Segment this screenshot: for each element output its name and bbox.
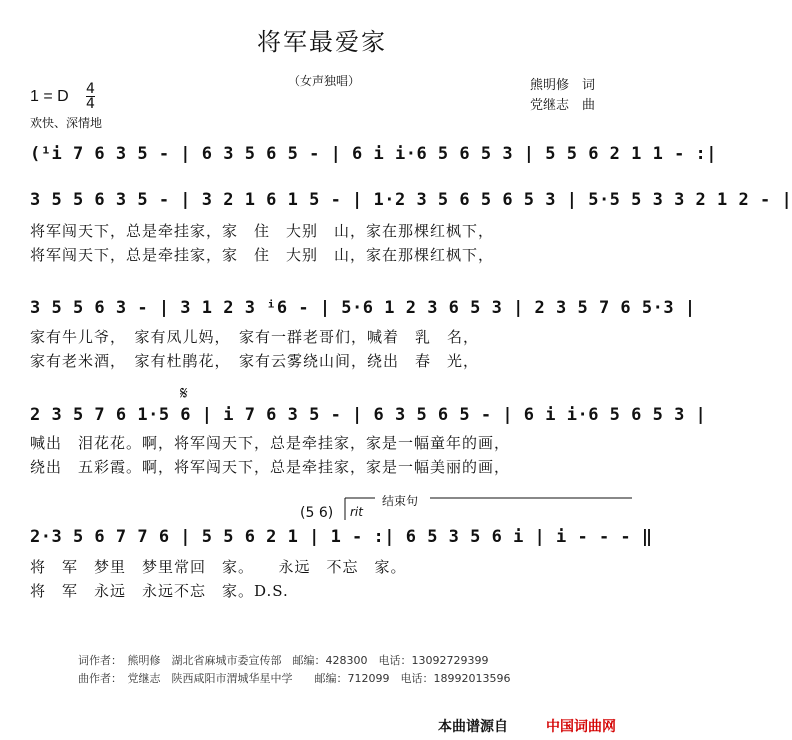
lyrics-line-4-verse-1: 喊出 泪花花。啊，将军闯天下，总是牵挂家，家是一幅童年的画， [30, 434, 511, 452]
composer-credit: 党继志 曲 [530, 98, 596, 113]
lyricist-contact: 词作者： 熊明修 湖北省麻城市委宣传部 邮编：428300 电话：13092729399 [78, 654, 489, 667]
repeat-notes: (5 6) [300, 505, 334, 521]
song-title: 将军最爱家 [257, 28, 387, 56]
melody-line-2: 3 5 5 6 3 5 - | 3 2 1 6 1 5 - | 1·2 3 5 6 5 6 5 3 | 5·5 5 3 3 2 1 2 - | [30, 190, 792, 210]
lyrics-line-3-verse-2: 家有老米酒， 家有杜鹃花， 家有云雾绕山间，绕出 春 光， [30, 352, 480, 370]
composer-contact: 曲作者： 党继志 陕西咸阳市渭城华星中学 邮编：712099 电话：18992013596 [78, 672, 511, 685]
segno-sign: 𝄋 [180, 383, 188, 404]
lyrics-line-2-verse-2: 将军闯天下，总是牵挂家，家 住 大别 山，家在那棵红枫下， [30, 246, 495, 264]
melody-line-3: 3 5 5 6 3 - | 3 1 2 3 ⁱ6 - | 5·6 1 2 3 6 5 3 | 2 3 5 7 6 5·3 | [30, 298, 696, 318]
rit-marking: rit [350, 505, 363, 519]
performance-note: （女声独唱） [288, 74, 361, 88]
lyrics-line-5-verse-1: 将 军 梦里 梦里常回 家。 永远 不忘 家。 [30, 558, 407, 576]
ending-label: 结束句 [382, 494, 419, 508]
lyrics-line-4-verse-2: 绕出 五彩霞。啊，将军闯天下，总是牵挂家，家是一幅美丽的画， [30, 458, 511, 476]
time-bottom: 4 [86, 96, 95, 112]
lyrics-line-5-verse-2: 将 军 永远 永远不忘 家。D.S. [30, 582, 289, 600]
lyricist-credit: 熊明修 词 [530, 78, 596, 93]
source-site-link[interactable]: 中国词曲网 [546, 719, 616, 735]
lyrics-line-3-verse-1: 家有牛儿爷， 家有凤儿妈， 家有一群老哥们，喊着 乳 名， [30, 328, 480, 346]
tempo-marking: 欢快、深情地 [30, 116, 103, 130]
lyrics-line-2-verse-1: 将军闯天下，总是牵挂家，家 住 大别 山，家在那棵红枫下， [30, 222, 495, 240]
key-signature: 1 = D [30, 88, 69, 105]
melody-line-4: 2 3 5 7 6 1·5 6 | i 7 6 3 5 - | 6 3 5 6 5 - | 6 i i·6 5 6 5 3 | [30, 405, 707, 425]
melody-line-1: (¹i 7 6 3 5 - | 6 3 5 6 5 - | 6 i i·6 5 6 5 3 | 5 5 6 2 1 1 - :| [30, 144, 718, 164]
time-top: 4 [86, 81, 95, 97]
melody-line-5: 2·3 5 6 7 7 6 | 5 5 6 2 1 | 1 - :| 6 5 3 5 6 i | i - - - ‖ [30, 527, 653, 547]
source-label: 本曲谱源自 [438, 719, 508, 735]
